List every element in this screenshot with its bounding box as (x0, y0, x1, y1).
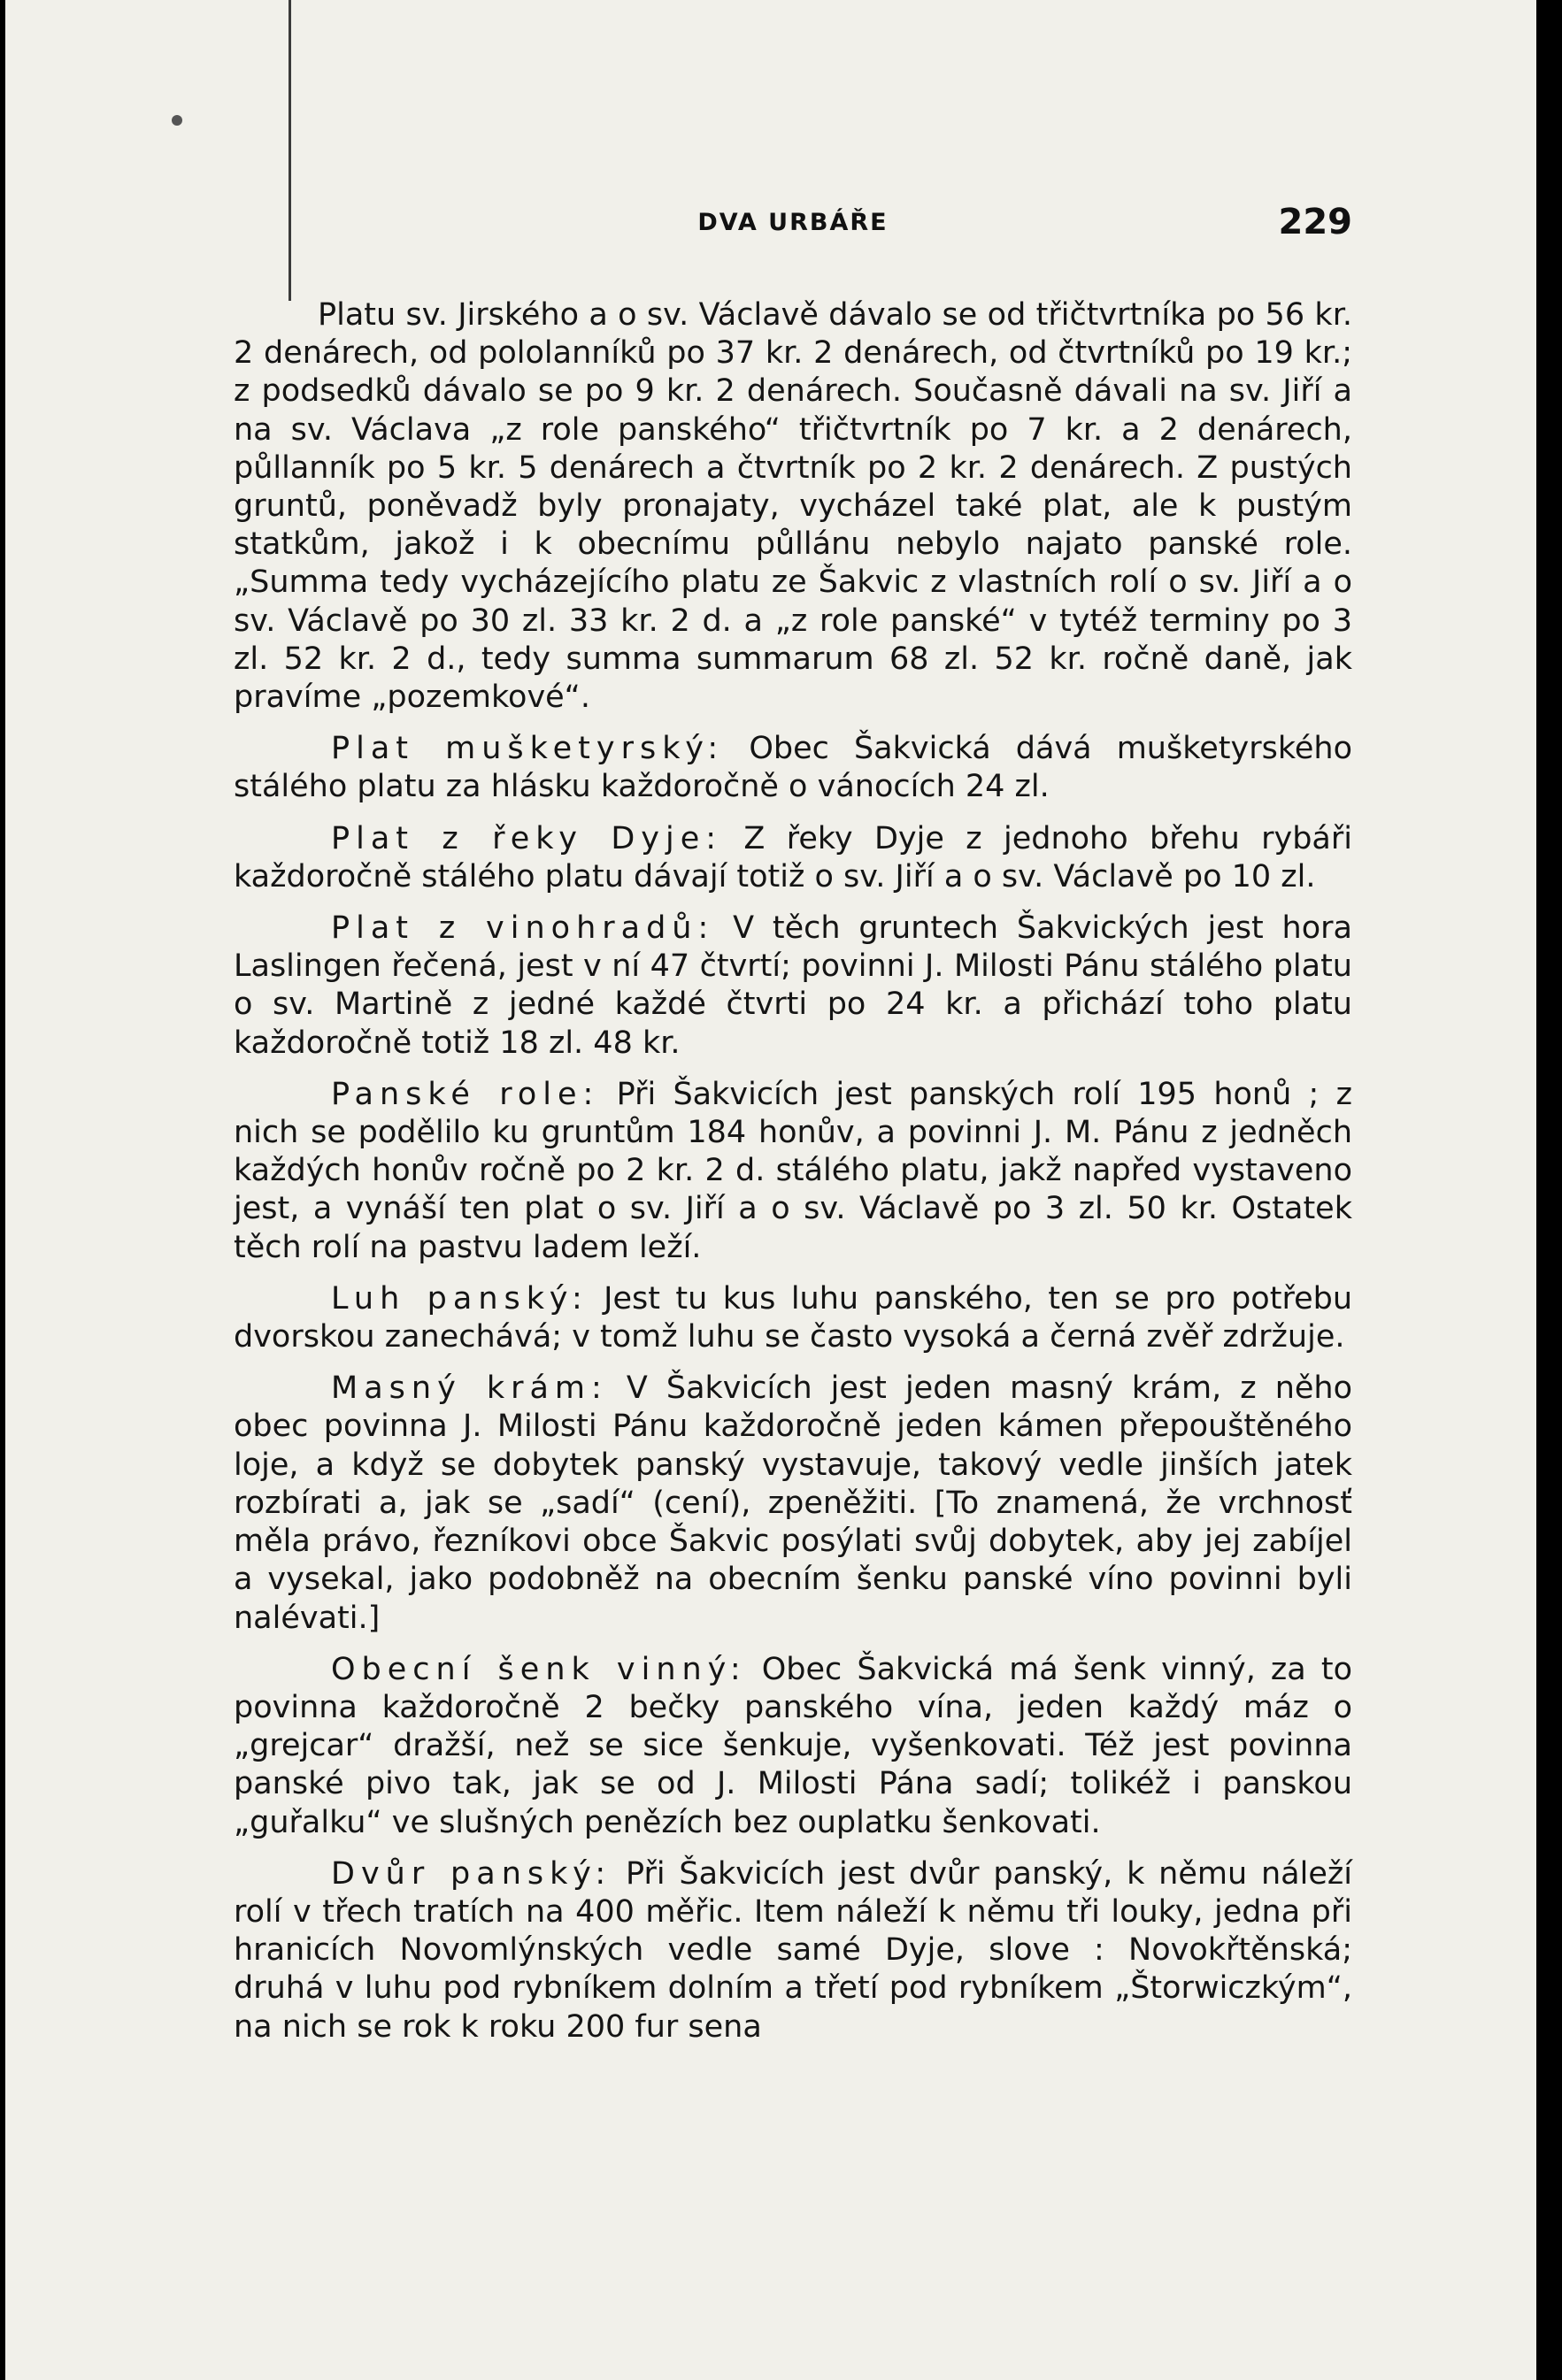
paragraph-lead: Plat z řeky Dyje: (331, 820, 723, 856)
paragraph-lead: Luh panský: (331, 1280, 589, 1317)
running-head: DVA URBÁŘE (697, 209, 889, 236)
book-page (5, 0, 1536, 2380)
paragraph-lead: Plat mušketyrský: (331, 731, 725, 767)
paragraph-text: Při Šakvicích jest dvůr panský, k němu náleží rolí v třech tratích na 400 měřic. Item náleží k němu tři louky, jedna při hranicích Novomlýnských vedle samé Dyje, slove : Novokřtěnská; druhá v luhu pod rybníkem dolním a třetí pod rybníkem „Štorwiczkým“, na nich se rok k roku 200 fur sena (234, 1855, 1352, 2045)
paragraph-lead: Plat z vinohradů: (331, 910, 715, 947)
paragraph-platu (234, 296, 1352, 717)
paragraph-masny-kram (234, 1370, 1352, 1637)
paragraph-plat-musketyrsky (234, 730, 1352, 806)
page-header (234, 202, 1352, 246)
paragraph-lead: Dvůr panský: (331, 1855, 612, 1892)
paragraph-lead: Obecní šenk vinný: (331, 1651, 747, 1687)
paragraph-text: V těch gruntech Šakvických jest hora Laslingen řečená, jest v ní 47 čtvrtí; povinni J. Milosti Pánu stálého platu o sv. Martině z jedné každé čtvrti po 24 kr. a přichází toho platu každoročně totiž 18 zl. 48 kr. (234, 910, 1352, 1061)
paragraph-text: Platu sv. Jirského a o sv. Václavě dávalo se od třičtvrtníka po 56 kr. 2 denárech, od pololanníků po 37 kr. 2 denárech, od čtvrtníků po 19 kr.; z podsedků dávalo se po 9 kr. 2 denárech. Současně dávali na sv. Jiří a na sv. Václava „z role panského“ třičtvrtník po 7 kr. a 2 denárech, půllanník po 5 kr. 5 denárech a čtvrtník po 2 kr. 2 denárech. Z pustých gruntů, poněvadž byly pronajaty, vycházel také plat, ale k pustým statkům, jakož i k obecnímu půllánu nebylo najato panské role. „Summa tedy vycházejícího platu ze Šakvic z vlastních rolí o sv. Jiří a o sv. Václavě po 30 zl. 33 kr. 2 d. a „z role panské“ v tytéž terminy po 3 zl. 52 kr. 2 d., tedy summa summarum 68 zl. 52 kr. ročně daně, jak pravíme „pozemkové“. (234, 297, 1352, 716)
paragraph-panske-role (234, 1076, 1352, 1267)
body-text (234, 296, 1352, 2060)
paragraph-plat-z-vinohradu (234, 910, 1352, 1063)
paragraph-text: Jest tu kus luhu panského, ten se pro potřebu dvorskou zanechává; v tomž luhu se často vysoká a černá zvěř zdržuje. (234, 1280, 1353, 1355)
scan-dot-mark (172, 115, 182, 126)
scan-margin-mark (289, 0, 291, 301)
paragraph-obecni-senk (234, 1651, 1352, 1842)
paragraph-text: Při Šakvicích jest panských rolí 195 honů ; z nich se podělilo ku gruntům 184 honův, a povinni J. M. Pánu z jedněch každých honův ročně po 2 kr. 2 d. stálého platu, jakž napřed vystaveno jest, a vynáší ten plat o sv. Jiří a o sv. Václavě po 3 zl. 50 kr. Ostatek těch rolí na pastvu ladem leží. (234, 1076, 1352, 1265)
paragraph-text: Z řeky Dyje z jednoho břehu rybáři každoročně stálého platu dávají totiž o sv. Jiří a o sv. Václavě po 10 zl. (234, 820, 1352, 894)
paragraph-text: Obec Šakvická má šenk vinný, za to povinna každoročně 2 bečky panského vína, jeden každý máz o „grejcar“ dražší, než se sice šenkuje, vyšenkovati. Též jest povinna panské pivo tak, jak se od J. Milosti Pána sadí; tolikéž i panskou „guřalku“ ve slušných penězích bez ouplatku šenkovati. (234, 1651, 1352, 1840)
paragraph-text: V Šakvicích jest jeden masný krám, z něho obec povinna J. Milosti Pánu každoročně jeden kámen přepouštěného loje, a když se dobytek panský vystavuje, takový vedle jinších jatek rozbírati a, jak se „sadí“ (cení), zpeněžiti. [To znamená, že vrchnosť měla právo, řezníkovi obce Šakvic posýlati svůj dobytek, aby jej zabíjel a vysekal, jako podobněž na obecním šenku panské víno povinni byli nalévati.] (234, 1370, 1352, 1636)
paragraph-dvur-pansky (234, 1855, 1352, 2046)
paragraph-lead: Masný krám: (331, 1370, 608, 1407)
paragraph-text: Obec Šakvická dává mušketyrského stálého platu za hlásku každoročně o vánocích 24 zl. (234, 731, 1352, 805)
paragraph-lead: Panské role: (331, 1076, 600, 1112)
paragraph-luh-pansky (234, 1280, 1352, 1356)
page-number: 229 (1278, 202, 1352, 242)
paragraph-plat-z-reky (234, 820, 1352, 896)
